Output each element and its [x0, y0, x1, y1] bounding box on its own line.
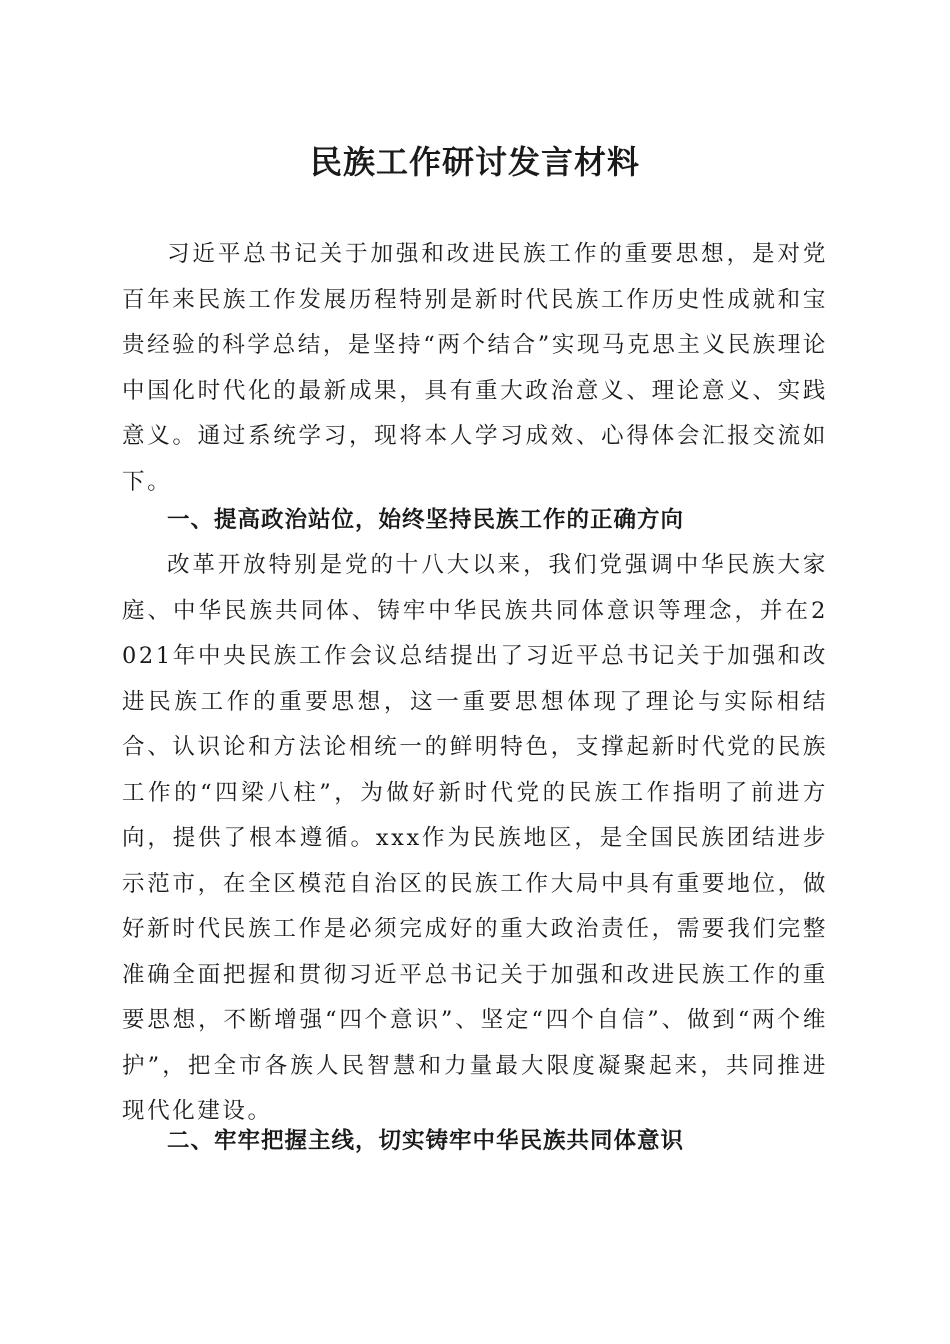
section-1-paragraph: 改革开放特别是党的十八大以来，我们党强调中华民族大家庭、中华民族共同体、铸牢中华民族共同体意识等理念，并在2021年中央民族工作会议总结提出了习近平总书记关于加强和改进民族工作的重要思想，这一重要思想体现了理论与实际相结合、认识论和方法论相统一的鲜明特色，支撑起新时代党的民族工作的“四梁八柱”，为做好新时代党的民族工作指明了前进方向，提供了根本遵循。xxx作为民族地区，是全国民族团结进步示范市，在全区模范自治区的民族工作大局中具有重要地位，做好新时代民族工作是必须完成好的重大政治责任，需要我们完整准确全面把握和贯彻习近平总书记关于加强和改进民族工作的重要思想，不断增强“四个意识”、坚定“四个自信”、做到“两个维护”，把全市各族人民智慧和力量最大限度凝聚起来，共同推进现代化建设。	[122, 552, 828, 1124]
section-heading-1: 一、提高政治站位，始终坚持民族工作的正确方向	[167, 507, 685, 533]
document-title: 民族工作研讨发言材料	[309, 143, 640, 181]
intro-paragraph: 习近平总书记关于加强和改进民族工作的重要思想，是对党百年来民族工作发展历程特别是新时代民族工作历史性成就和宝贵经验的科学总结，是坚持“两个结合”实现马克思主义民族理论中国化时代化的最新成果，具有重大政治意义、理论意义、实践意义。通过系统学习，现将本人学习成效、心得体会汇报交流如下。	[122, 241, 828, 495]
section-heading-2: 二、牢牢把握主线，切实铸牢中华民族共同体意识	[167, 1128, 685, 1154]
